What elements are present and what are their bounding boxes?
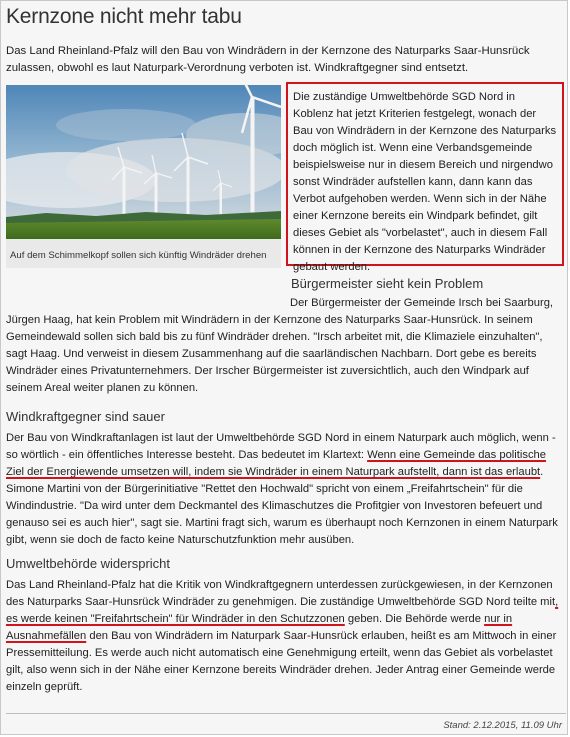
section-heading-windkraftgegner: Windkraftgegner sind sauer <box>6 409 165 424</box>
section-text-umweltbehoerde <box>6 577 564 696</box>
section2-underlined-text: Wenn eine Gemeinde das politische Ziel der Energiewende umsetzen will, indem sie Windräder in einem Naturpark aufstellt, dann ist das erlaubt <box>6 449 546 478</box>
section1-body: Der Bürgermeister der Gemeinde Irsch bei Saarburg, Jürgen Haag, hat kein Problem mit Windrädern in der Kernzone des Naturparks Saar-Hunsrück. In seinem Gemeindewald sollen sich bald bis zu fünf Windräder drehen. "Irsch arbeitet mit, die Klimaziele einzuhalten", sagt Haag. Und verweist in diesem Zusammenhang auf die saarländischen Nachbarn. Dort gebe es bereits Windräder eines Privatunternehmers. Der Irscher Bürgermeister ist zuversichtlich, auch den Windpark auf seinem Areal weiter planen zu können. <box>6 297 554 394</box>
section-heading-buergermeister: Bürgermeister sieht kein Problem <box>291 276 484 291</box>
footer-divider <box>6 713 566 714</box>
article-image-block <box>6 85 281 268</box>
section3-underlined-text-1: , es werde keinen "Freifahrtschein" für Windräder in den Schutzzonen <box>6 596 559 625</box>
section-text-buergermeister <box>6 295 564 397</box>
section2-text-before: Der Bau von Windkraftanlagen ist laut der Umweltbehörde SGD Nord in einem Naturpark auch möglich, wenn - so wörtlich - ein öffentliches Interesse besteht. Das bedeutet im Klartext: <box>6 432 556 461</box>
section3-underlined-text-2: nur in Ausnahmefällen <box>6 613 513 642</box>
section2-text-after: . Simone Martini von der Bürgerinitiative "Rettet den Hochwald" spricht von einem „Freifahrtschein" für die Windindustrie. "Da wird unter dem Deckmantel des Klimaschutzes die Profitgier von Investoren befeuert und genauso sei es auch hier", sagt sie. Martini fragt sich, warum es überhaupt noch Kernzonen in einem Naturpark gibt, wenn sie doch de facto keine Naturschutzfunktion mehr ausüben. <box>6 466 558 546</box>
article-timestamp: Stand: 2.12.2015, 11.09 Uhr <box>443 720 562 731</box>
wind-turbines-photo <box>6 85 281 239</box>
section3-text-mid: geben. Die Behörde werde <box>344 613 485 625</box>
wind-turbines-illustration <box>6 85 281 239</box>
highlighted-info-box: Die zuständige Umweltbehörde SGD Nord in Koblenz hat jetzt Kriterien festgelegt, wonach der Bau von Windrädern in der Kernzone des Naturparks doch möglich ist. Wenn eine Verbandsgemeinde beispielsweise nur in diesem Bereich und nirgendwo sonst Windräder aufstellen kann, dann kann das Verbot aufgehoben werden. Wenn sich in der Nähe einer Kernzone bereits ein Windpark befindet, gilt dieses Gebiet als "vorbelastet", auch in diesem Fall können in der Kernzone des Naturparks Windräder gebaut werden. <box>286 82 564 266</box>
article-lead: Das Land Rheinland-Pfalz will den Bau von Windrädern in der Kernzone des Naturparks Saar-Hunsrück zulassen, obwohl es laut Naturpark-Verordnung verboten ist. Windkraftgegner sind entsetzt. <box>6 45 530 74</box>
section-heading-umweltbehoerde: Umweltbehörde widerspricht <box>6 556 171 571</box>
section-text-windkraftgegner <box>6 430 564 549</box>
article-content <box>6 1 566 731</box>
image-caption: Auf dem Schimmelkopf sollen sich künftig Windräder drehen <box>10 250 267 261</box>
article-title: Kernzone nicht mehr tabu <box>6 5 242 28</box>
section3-text-before: Das Land Rheinland-Pfalz hat die Kritik von Windkraftgegnern unterdessen zurückgewiesen, in der Kernzonen des Naturparks Saar-Hunsrück Windräder zu genehmigen. Die zuständige Umweltbehörde SGD Nord teilte mit <box>6 579 556 608</box>
section3-text-after: den Bau von Windrädern im Naturpark Saar-Hunsrück erlauben, heißt es am Mittwoch in einer Pressemitteilung. Es werde auch nicht automatisch eine Genehmigung erteilt, wenn das Gebiet als vorbelastet gilt, also wenn sich in der Nähe einer Kernzone bereits Windräder drehen. Jeder Antrag einer Gemeinde werde einzeln geprüft. <box>6 630 557 693</box>
